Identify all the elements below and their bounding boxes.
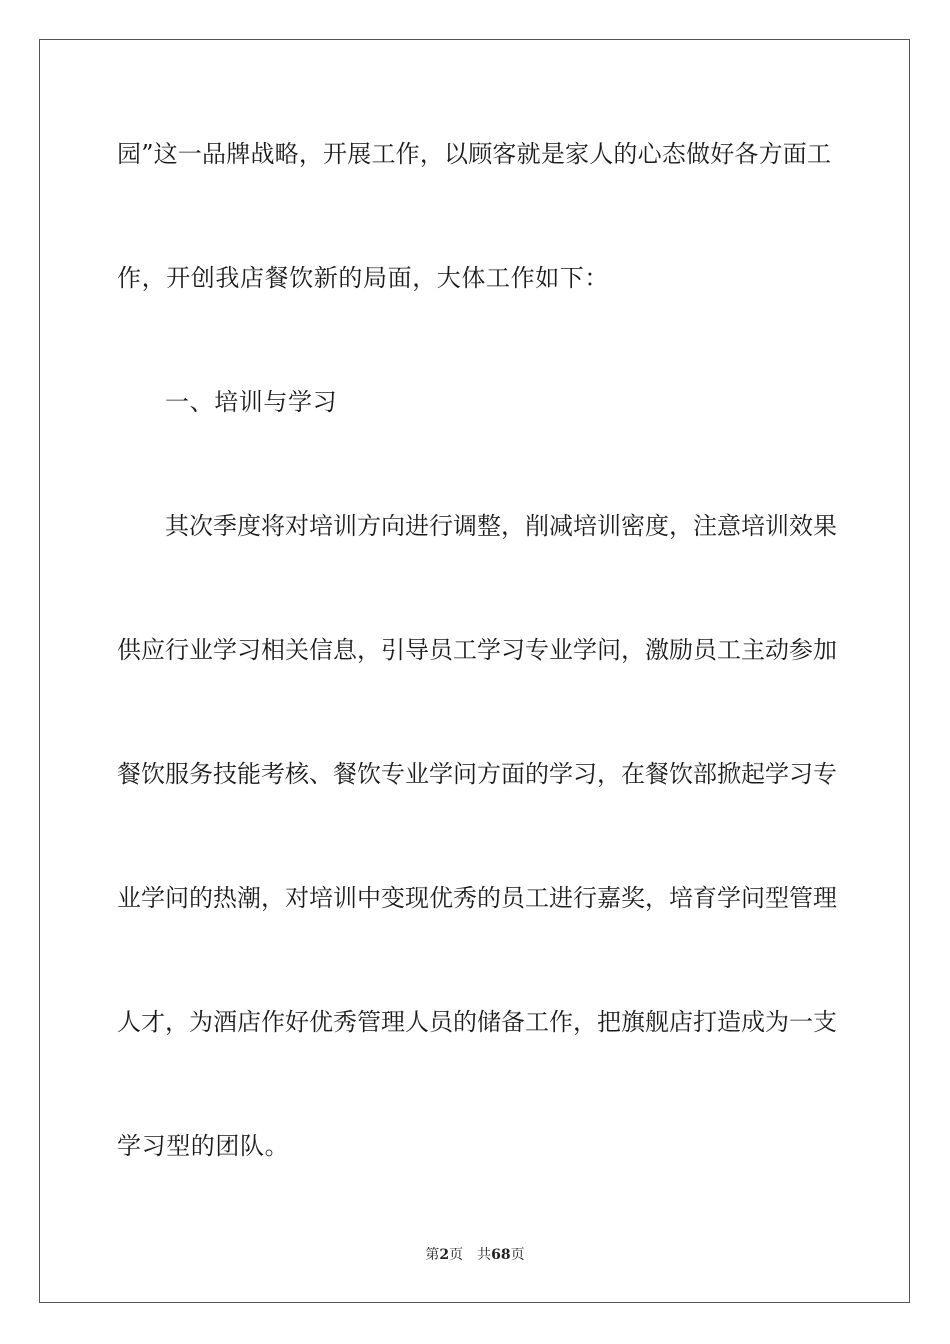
paragraph-line-8: 学习型的团队。 — [117, 1132, 290, 1160]
footer-page-suffix: 页 — [449, 1247, 464, 1263]
page-border — [39, 39, 910, 1303]
paragraph-line-2: 作，开创我店餐饮新的局面，大体工作如下： — [117, 264, 609, 292]
footer-total-pages: 68 — [491, 1247, 511, 1263]
paragraph-line-5: 餐饮服务技能考核、餐饮专业学问方面的学习，在餐饮部掀起学习专 — [117, 760, 837, 788]
paragraph-line-7: 人才，为酒店作好优秀管理人员的储备工作，把旗舰店打造成为一支 — [117, 1008, 837, 1036]
footer-total-suffix: 页 — [510, 1247, 525, 1263]
paragraph-line-6: 业学问的热潮，对培训中变现优秀的员工进行嘉奖，培育学问型管理 — [117, 884, 837, 912]
section-heading: 一、培训与学习 — [165, 388, 338, 416]
footer-total-prefix: 共 — [477, 1247, 492, 1263]
page-footer — [0, 1246, 950, 1264]
paragraph-line-1: 园”这一品牌战略，开展工作，以顾客就是家人的心态做好各方面工 — [117, 140, 831, 168]
paragraph-line-4: 供应行业学习相关信息，引导员工学习专业学问，激励员工主动参加 — [117, 636, 837, 664]
footer-page-number: 2 — [439, 1247, 450, 1263]
paragraph-line-3: 其次季度将对培训方向进行调整，削减培训密度，注意培训效果 — [165, 512, 837, 540]
footer-page-prefix: 第 — [425, 1247, 440, 1263]
